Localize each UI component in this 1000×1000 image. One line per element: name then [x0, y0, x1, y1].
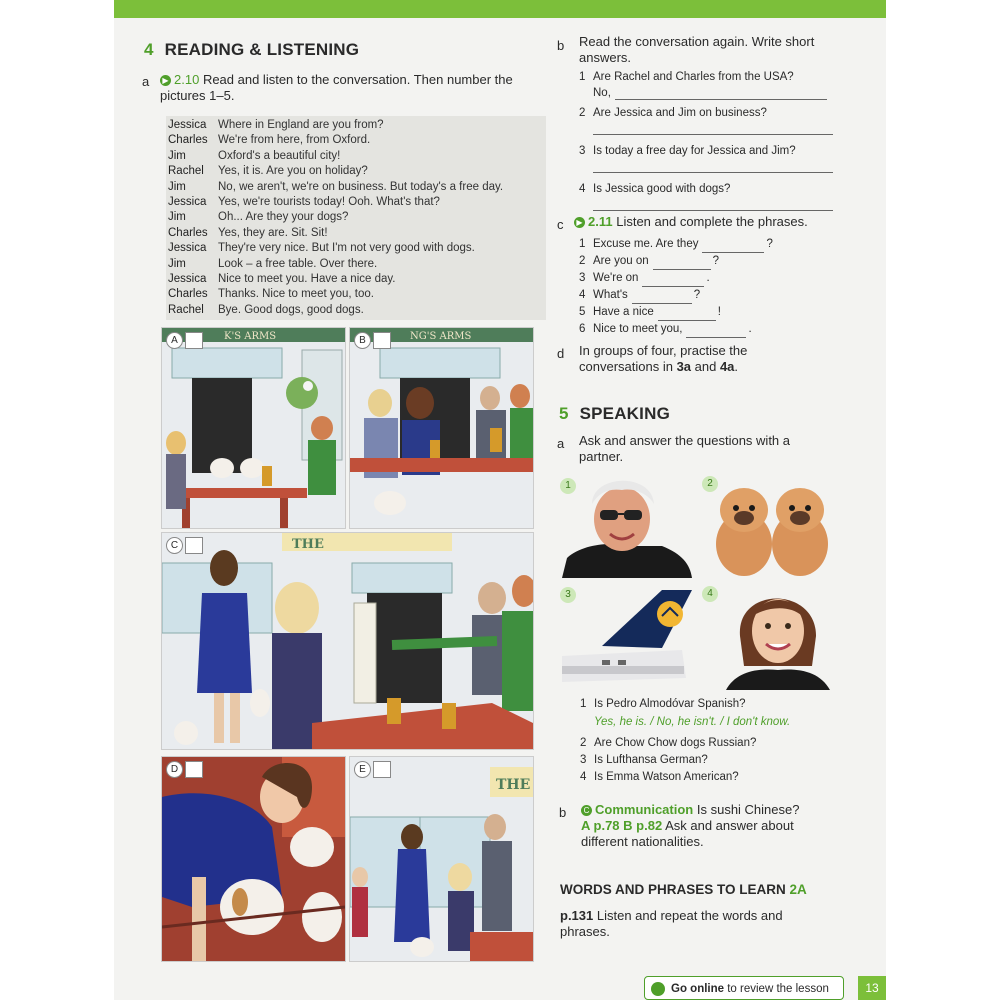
- exercise-4c-phrases: [579, 236, 841, 338]
- phrase-end: ?: [766, 238, 773, 250]
- phrase-row: [579, 321, 841, 338]
- question-row: [580, 752, 842, 769]
- phrase-text: We're on: [593, 272, 639, 284]
- phrase-number: 5: [579, 306, 586, 318]
- section-number: 5: [559, 404, 569, 423]
- speaker: Jim: [168, 211, 186, 224]
- words-phrases-instruction: p.131 Listen and repeat the words and phrases.: [560, 908, 783, 939]
- question-text: Are Chow Chow dogs Russian?: [594, 737, 757, 749]
- phrase-row: [579, 236, 841, 253]
- picture-letter: C: [166, 537, 183, 554]
- picture-tag: [166, 332, 203, 349]
- speaker: Charles: [168, 226, 208, 239]
- phrase-end: .: [748, 323, 752, 335]
- dialogue-line: [166, 149, 546, 164]
- phrase-number: 4: [579, 289, 586, 301]
- picture-letter: E: [354, 761, 371, 778]
- phrase-end: !: [717, 306, 721, 318]
- picture-letter: B: [354, 332, 371, 349]
- page-ref-b[interactable]: B p.82: [623, 818, 663, 833]
- answer-box[interactable]: [185, 761, 203, 778]
- page-ref: p.131: [560, 908, 594, 923]
- phrase-text: Have a nice: [593, 306, 654, 318]
- speaker: Jessica: [168, 242, 207, 255]
- question-text: Is Lufthansa German?: [594, 754, 708, 766]
- section-4-heading: [144, 40, 359, 60]
- speaker: Charles: [168, 134, 208, 147]
- photo-number: 4: [702, 586, 718, 602]
- phrase-text: Excuse me. Are they: [593, 238, 699, 250]
- phrase-end: .: [706, 272, 710, 284]
- question-row: [579, 182, 841, 196]
- phrase-text: What's: [593, 289, 628, 301]
- dialogue-line: [166, 210, 546, 225]
- section-5-heading: [559, 404, 670, 424]
- exercise-4a-instruction: [160, 72, 540, 104]
- blank-line[interactable]: [653, 253, 711, 270]
- speaker: Rachel: [168, 165, 204, 178]
- audio-icon[interactable]: ▶: [574, 217, 585, 228]
- phrase-row: [579, 287, 841, 304]
- instruction-text: Read and listen to the conversation. Then number the pictures 1–5.: [160, 72, 513, 103]
- picture-letter: A: [166, 332, 183, 349]
- dialogue-line: [166, 257, 546, 272]
- phrase-end: ?: [712, 255, 720, 267]
- picture-tag: [166, 537, 203, 554]
- answer-box[interactable]: [185, 537, 203, 554]
- phrase-row: [579, 253, 841, 270]
- answer-start: No,: [593, 87, 611, 99]
- blank-line[interactable]: [686, 321, 746, 338]
- pub-sign-text: NG'S ARMS: [410, 331, 472, 342]
- speaker: Rachel: [168, 303, 204, 316]
- picture-d: [161, 756, 346, 962]
- dialogue-line: [166, 118, 546, 133]
- answer-row: [593, 196, 841, 212]
- answer-box[interactable]: [373, 332, 391, 349]
- line: Look – a free table. Over there.: [218, 257, 378, 270]
- line: Yes, it is. Are you on holiday?: [218, 165, 368, 178]
- question-row: [580, 735, 842, 752]
- question-row: [579, 70, 841, 84]
- dialogue-line: [166, 164, 546, 179]
- audio-track-number: 2.11: [588, 214, 613, 229]
- question-text: Is Emma Watson American?: [594, 771, 739, 783]
- question-row: [579, 106, 841, 120]
- line: Where in England are you from?: [218, 119, 384, 131]
- dialogue-line: [166, 287, 546, 302]
- page-ref-a[interactable]: A p.78: [581, 818, 620, 833]
- dialogue-line: [166, 272, 546, 287]
- speaker: Jim: [168, 180, 186, 193]
- dialogue-box: [166, 116, 546, 320]
- line: Yes, they are. Sit. Sit!: [218, 226, 328, 239]
- line: They're very nice. But I'm not very good with dogs.: [218, 242, 475, 255]
- exercise-label-b: b: [559, 805, 567, 820]
- section-number: 4: [144, 40, 154, 59]
- answer-row: [593, 120, 841, 136]
- exercise-label-a: a: [142, 74, 150, 89]
- question-number: 3: [579, 145, 586, 157]
- exercise-label-a: a: [557, 436, 565, 451]
- blank-line[interactable]: [632, 287, 692, 304]
- line: Bye. Good dogs, good dogs.: [218, 303, 364, 316]
- picture-a: [161, 327, 346, 529]
- photo-1-man-sunglasses: [562, 474, 692, 578]
- answer-line[interactable]: [593, 120, 833, 135]
- dialogue-line: [166, 226, 546, 241]
- question-number: 2: [580, 737, 587, 749]
- speaker: Jim: [168, 257, 186, 270]
- phrase-text: Nice to meet you,: [593, 323, 683, 335]
- words-phrases-heading: WORDS AND PHRASES TO LEARN 2A: [560, 882, 807, 897]
- speaker: Jim: [168, 149, 186, 162]
- question-text: Are Jessica and Jim on business?: [593, 107, 767, 119]
- phrase-number: 6: [579, 323, 586, 335]
- play-icon: [651, 982, 665, 996]
- section-title: SPEAKING: [579, 404, 670, 423]
- audio-track-number: 2.10: [174, 72, 200, 87]
- speaker: Jessica: [168, 196, 207, 209]
- question-number: 4: [579, 183, 586, 195]
- picture-b: [349, 327, 534, 529]
- picture-tag: [354, 761, 391, 778]
- blank-line[interactable]: [642, 270, 704, 287]
- question-text: Is today a free day for Jessica and Jim?: [593, 145, 796, 157]
- dialogue-line: [166, 195, 546, 210]
- question-row: [580, 697, 842, 711]
- pub-sign-text: THE: [496, 777, 531, 793]
- phrase-row: [579, 270, 841, 287]
- phrase-number: 1: [579, 238, 586, 250]
- page-number: 13: [858, 976, 886, 1000]
- line: No, we aren't, we're on business. But today's a free day.: [218, 180, 504, 193]
- photo-4-woman-smiling: [726, 576, 830, 690]
- answer-line[interactable]: [593, 158, 833, 173]
- line: Oxford's a beautiful city!: [218, 149, 341, 162]
- picture-letter: D: [166, 761, 183, 778]
- phrase-row: [579, 304, 841, 321]
- pub-sign-text: K'S ARMS: [224, 331, 277, 342]
- picture-c: [161, 532, 534, 750]
- answer-box[interactable]: [185, 332, 203, 349]
- speaker: Jessica: [168, 119, 207, 131]
- exercise-4b-questions: [579, 70, 841, 212]
- dialogue-line: [166, 133, 546, 148]
- answer-line[interactable]: [615, 86, 827, 100]
- question-number: 1: [579, 71, 586, 83]
- photo-number: 3: [560, 587, 576, 603]
- blank-line[interactable]: [658, 304, 716, 321]
- picture-tag: [354, 332, 391, 349]
- photo-number: 1: [560, 478, 576, 494]
- dialogue-line: [166, 303, 546, 318]
- answer-box[interactable]: [373, 761, 391, 778]
- audio-icon[interactable]: ▶: [160, 75, 171, 86]
- exercise-4b-instruction: Read the conversation again. Write short answers.: [579, 34, 815, 65]
- textbook-page: [114, 0, 886, 1000]
- photo-number: 2: [702, 476, 718, 492]
- picture-tag: [166, 761, 203, 778]
- question-number: 2: [579, 107, 586, 119]
- exercise-5b-text: C Communication Is sushi Chinese? A p.78 B p.82 Ask and answer about different nationalities.: [581, 802, 800, 849]
- phrase-text: Are you on: [593, 255, 649, 267]
- phrase-number: 3: [579, 272, 586, 284]
- question-number: 4: [580, 771, 587, 783]
- exercise-4c-instruction: [574, 214, 844, 230]
- speaker: Jessica: [168, 273, 207, 286]
- question-text: Is Jessica good with dogs?: [593, 183, 731, 195]
- line: Yes, we're tourists today! Ooh. What's that?: [218, 196, 440, 209]
- blank-line[interactable]: [702, 236, 764, 253]
- question-number: 1: [580, 698, 587, 710]
- question-text: Are Rachel and Charles from the USA?: [593, 71, 794, 83]
- photo-3-lufthansa-plane: [562, 586, 694, 690]
- answer-line[interactable]: [593, 196, 833, 211]
- phrase-number: 2: [579, 255, 586, 267]
- pub-sign-text: THE: [292, 537, 324, 552]
- communication-icon: C: [581, 805, 592, 816]
- exercise-4d-text: In groups of four, practise the conversations in 3a and 4a.: [579, 343, 748, 374]
- exercise-label-d: d: [557, 346, 565, 361]
- question-row: [579, 144, 841, 158]
- answer-row: [593, 86, 841, 100]
- speaker: Charles: [168, 288, 208, 301]
- exercise-5a-instruction: Ask and answer the questions with a partner.: [579, 433, 791, 464]
- question-text: Is Pedro Almodóvar Spanish?: [594, 698, 746, 710]
- exercise-label-c: c: [557, 217, 564, 232]
- answer-row: [593, 158, 841, 174]
- exercise-label-b: b: [557, 38, 565, 53]
- communication-label: Communication: [595, 802, 694, 817]
- line: Oh... Are they your dogs?: [218, 211, 349, 224]
- line: Nice to meet you. Have a nice day.: [218, 273, 396, 286]
- question-row: [580, 769, 842, 786]
- photo-2-chow-chow-puppies: [712, 474, 832, 578]
- section-title: READING & LISTENING: [164, 40, 360, 59]
- exercise-5a-questions: [580, 697, 842, 786]
- picture-e: [349, 756, 534, 962]
- phrase-end: ?: [693, 289, 701, 301]
- go-online-button[interactable]: Go online to review the lesson: [644, 976, 844, 1000]
- instruction-text: Listen and complete the phrases.: [616, 214, 808, 229]
- question-number: 3: [580, 754, 587, 766]
- dialogue-line: [166, 180, 546, 195]
- line: We're from here, from Oxford.: [218, 134, 371, 147]
- line: Thanks. Nice to meet you, too.: [218, 288, 374, 301]
- dialogue-line: [166, 241, 546, 256]
- top-green-bar: [114, 0, 886, 18]
- example-answer: Yes, he is. / No, he isn't. / I don't know.: [594, 716, 791, 728]
